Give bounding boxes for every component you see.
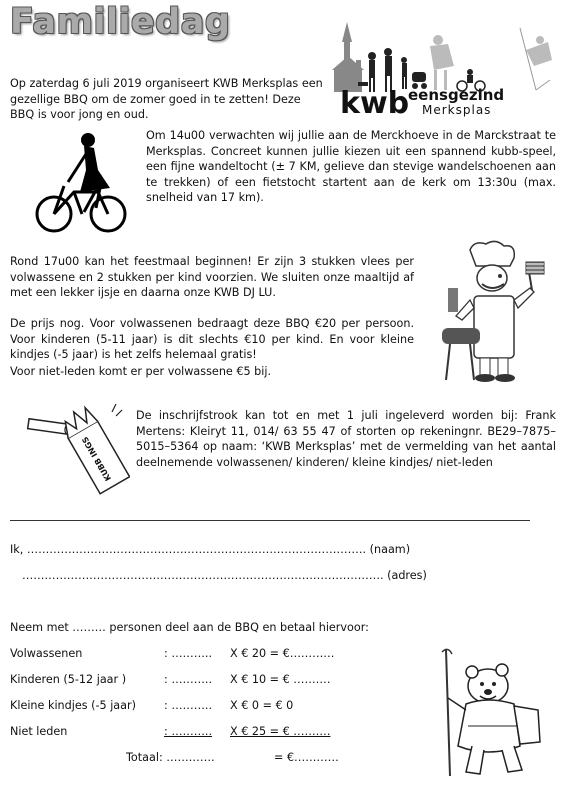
- row-nonmembers-label: Niet leden: [10, 725, 68, 738]
- registration-paragraph: De inschrijfstrook kan tot en met 1 juli ingeleverd worden bij: Frank Mertens: Kleiryt 11, 014/ 63 55 47 of storten op rekeningnr. BE29–7875–5015–5364 op naam: ‘KWB Merksplas’ met de vermelding van het aantal deelnemende volwassenen/ kinderen/ kleine kindjes/ niet-leden: [136, 409, 556, 469]
- price-paragraph: De prijs nog. Voor volwassenen bedraagt deze BBQ €20 per persoon. Voor kinderen (5-11 jaar) is dit slechts €10 per kind. En voor kleine kindjes (-5 jaar) is het zelfs helemaal gratis!: [10, 317, 414, 361]
- row-toddlers-count[interactable]: : ………..: [164, 699, 213, 712]
- winnie-illustration: [428, 646, 552, 782]
- address-field[interactable]: ……………………………………………………………………………………. (adres): [22, 569, 427, 582]
- persons-line[interactable]: Neem met ……… personen deel aan de BBQ en betaal hiervoor:: [10, 621, 369, 634]
- kubb-icon: [20, 398, 130, 498]
- bbq-chef-icon: [440, 240, 550, 382]
- row-adults-calc: X € 20 = €…………: [230, 647, 335, 660]
- row-adults-count[interactable]: : ………..: [164, 647, 213, 660]
- kwb-logo-graphic: [330, 20, 556, 118]
- kwb-logo: [330, 20, 556, 118]
- page-title: Familiedag: [10, 2, 231, 42]
- total-label[interactable]: Totaal: ………….: [126, 751, 215, 764]
- total-value: = €…………: [274, 751, 339, 764]
- logo-kwb-text: kwb: [340, 86, 410, 118]
- row-toddlers-calc: X € 0 = € 0: [230, 699, 294, 712]
- name-field[interactable]: Ik, ………………………………………………………………………………. (naam): [10, 543, 411, 556]
- cyclist-icon: [34, 130, 130, 234]
- intro-paragraph: Op zaterdag 6 juli 2019 organiseert KWB Merksplas een gezellige BBQ om de zomer goed in te zetten! Deze BBQ is voor jong en oud.: [10, 77, 323, 121]
- logo-merksplas-text: Merksplas: [422, 103, 492, 117]
- kubb-label: KUBB INGS: [80, 435, 113, 483]
- kubb-illustration: [20, 398, 130, 498]
- row-children-count[interactable]: : ………..: [164, 673, 213, 686]
- non-member-note: Voor niet-leden komt er per volwassene €5 bij.: [10, 365, 272, 378]
- row-toddlers-label: Kleine kindjes (-5 jaar): [10, 699, 136, 712]
- row-children-calc: X € 10 = € ……….: [230, 673, 331, 686]
- chef-illustration: [440, 240, 550, 382]
- meal-paragraph: Rond 17u00 kan het feestmaal beginnen! Er zijn 3 stukken vlees per volwassene en 2 stukken per kind voorzien. We sluiten onze maaltijd af met een lekker ijsje en daarna onze KWB DJ LU.: [10, 255, 414, 299]
- logo-eensgezind-text: eensgezind: [408, 86, 505, 104]
- row-nonmembers-count[interactable]: : ………..: [164, 725, 213, 738]
- cut-line: [10, 520, 530, 521]
- program-paragraph: Om 14u00 verwachten wij jullie aan de Merckhoeve in de Marckstraat te Merksplas. Concreet kunnen jullie kiezen uit een spannend kubb-speel, een fijne wandeltocht (± 7 KM, gelieve dan stevige wandelschoenen aan te trekken) of een fietstocht startent aan de kerk om 13:30u (max. snelheid van 17 km).: [146, 129, 556, 204]
- row-adults-label: Volwassenen: [10, 647, 83, 660]
- bear-hiker-icon: [428, 646, 552, 782]
- row-nonmembers-calc: X € 25 = € ……….: [230, 725, 331, 738]
- cyclist-illustration: [34, 130, 130, 234]
- row-children-label: Kinderen (5-12 jaar ): [10, 673, 127, 686]
